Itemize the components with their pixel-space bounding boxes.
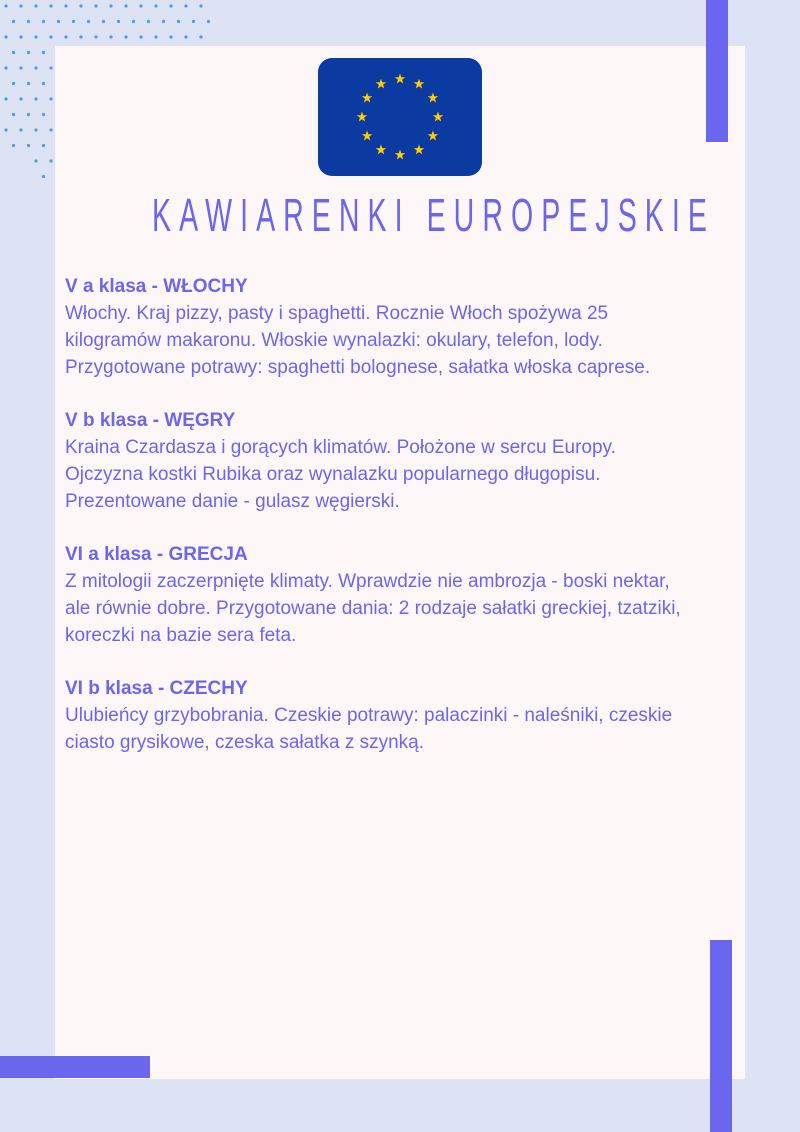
dot xyxy=(4,4,7,7)
section-line: Włochy. Kraj pizzy, pasty i spaghetti. Rocznie Włoch spożywa 25 xyxy=(65,303,609,324)
dot xyxy=(64,4,67,7)
section-line: Z mitologii zaczerpnięte klimaty. Wprawdzie nie ambrozja - boski nektar, xyxy=(65,571,670,592)
section-italy xyxy=(65,273,735,381)
dot xyxy=(34,97,37,100)
star-icon xyxy=(362,131,372,141)
dot xyxy=(109,4,112,7)
dot xyxy=(117,20,120,23)
dot xyxy=(4,97,7,100)
star-icon xyxy=(395,150,405,160)
dot xyxy=(49,97,52,100)
dot xyxy=(19,4,22,7)
decorative-bar-bottom-left xyxy=(0,1056,150,1078)
section-line: ale równie dobre. Przygotowane dania: 2 rodzaje sałatki greckiej, tzatziki, xyxy=(65,598,681,619)
section-line: Ojczyzna kostki Rubika oraz wynalazku popularnego długopisu. xyxy=(65,464,601,485)
section-line: ciasto grysikowe, czeska sałatka z szynką. xyxy=(65,732,425,753)
section-heading: V a klasa - WŁOCHY xyxy=(65,276,248,297)
section-line: Prezentowane danie - gulasz węgierski. xyxy=(65,491,400,512)
dot xyxy=(42,144,45,147)
dot xyxy=(34,128,37,131)
dot xyxy=(154,35,157,38)
section-greece xyxy=(65,541,735,649)
dot xyxy=(49,35,52,38)
dot xyxy=(42,175,45,178)
decorative-bar-top-right xyxy=(706,0,728,142)
dot xyxy=(4,66,7,69)
dot xyxy=(64,35,67,38)
dot xyxy=(49,66,52,69)
section-line: Przygotowane potrawy: spaghetti bolognese, sałatka włoska caprese. xyxy=(65,357,651,378)
dot xyxy=(49,4,52,7)
dot xyxy=(27,82,30,85)
star-icon xyxy=(376,144,386,154)
star-icon xyxy=(414,144,424,154)
dot xyxy=(34,66,37,69)
section-heading: VI a klasa - GRECJA xyxy=(65,544,248,565)
dot xyxy=(42,20,45,23)
dot xyxy=(19,35,22,38)
dot xyxy=(154,4,157,7)
dot xyxy=(199,4,202,7)
dot xyxy=(132,20,135,23)
eu-flag-icon xyxy=(318,58,482,176)
dot xyxy=(27,144,30,147)
dot xyxy=(19,66,22,69)
dot xyxy=(4,128,7,131)
dot xyxy=(192,20,195,23)
dot xyxy=(42,82,45,85)
star-icon xyxy=(414,79,424,89)
section-hungary xyxy=(65,407,735,515)
dot xyxy=(79,35,82,38)
dot xyxy=(207,20,210,23)
dot xyxy=(139,4,142,7)
dot xyxy=(147,20,150,23)
dot xyxy=(4,35,7,38)
dot xyxy=(12,51,15,54)
dot xyxy=(199,35,202,38)
section-line: koreczki na bazie sera feta. xyxy=(65,625,297,646)
dot xyxy=(102,20,105,23)
dot xyxy=(27,113,30,116)
dot xyxy=(42,51,45,54)
dot xyxy=(49,159,52,162)
dot xyxy=(124,35,127,38)
dot xyxy=(94,4,97,7)
dot xyxy=(34,35,37,38)
section-line: Ulubieńcy grzybobrania. Czeskie potrawy: palaczinki - naleśniki, czeskie xyxy=(65,705,673,726)
dot xyxy=(87,20,90,23)
dot xyxy=(72,20,75,23)
star-icon xyxy=(433,112,443,122)
dot xyxy=(12,113,15,116)
dot xyxy=(177,20,180,23)
star-icon xyxy=(395,74,405,84)
star-icon xyxy=(357,112,367,122)
dot xyxy=(79,4,82,7)
star-icon xyxy=(362,93,372,103)
dot xyxy=(34,4,37,7)
dot xyxy=(19,128,22,131)
dot xyxy=(34,159,37,162)
dot xyxy=(124,4,127,7)
sections-list xyxy=(65,273,735,782)
dot xyxy=(57,20,60,23)
page-title: KAWIARENKI EUROPEJSKIE xyxy=(152,189,715,241)
section-heading: V b klasa - WĘGRY xyxy=(65,410,236,431)
dot xyxy=(184,4,187,7)
dot xyxy=(12,82,15,85)
decorative-bar-bottom-right xyxy=(710,940,732,1132)
dot xyxy=(139,35,142,38)
eu-stars xyxy=(318,58,482,176)
dot xyxy=(42,113,45,116)
star-icon xyxy=(428,131,438,141)
dot xyxy=(27,20,30,23)
dot xyxy=(169,35,172,38)
dot xyxy=(184,35,187,38)
section-line: kilogramów makaronu. Włoskie wynalazki: okulary, telefon, lody. xyxy=(65,330,603,351)
dot xyxy=(12,144,15,147)
dot xyxy=(169,4,172,7)
star-icon xyxy=(376,79,386,89)
dot xyxy=(27,51,30,54)
dot xyxy=(109,35,112,38)
section-line: Kraina Czardasza i gorących klimatów. Położone w sercu Europy. xyxy=(65,437,616,458)
section-heading: VI b klasa - CZECHY xyxy=(65,678,248,699)
dot xyxy=(162,20,165,23)
dot xyxy=(19,97,22,100)
dot xyxy=(94,35,97,38)
dot xyxy=(49,128,52,131)
dot xyxy=(12,20,15,23)
star-icon xyxy=(428,93,438,103)
section-czechia xyxy=(65,675,735,756)
